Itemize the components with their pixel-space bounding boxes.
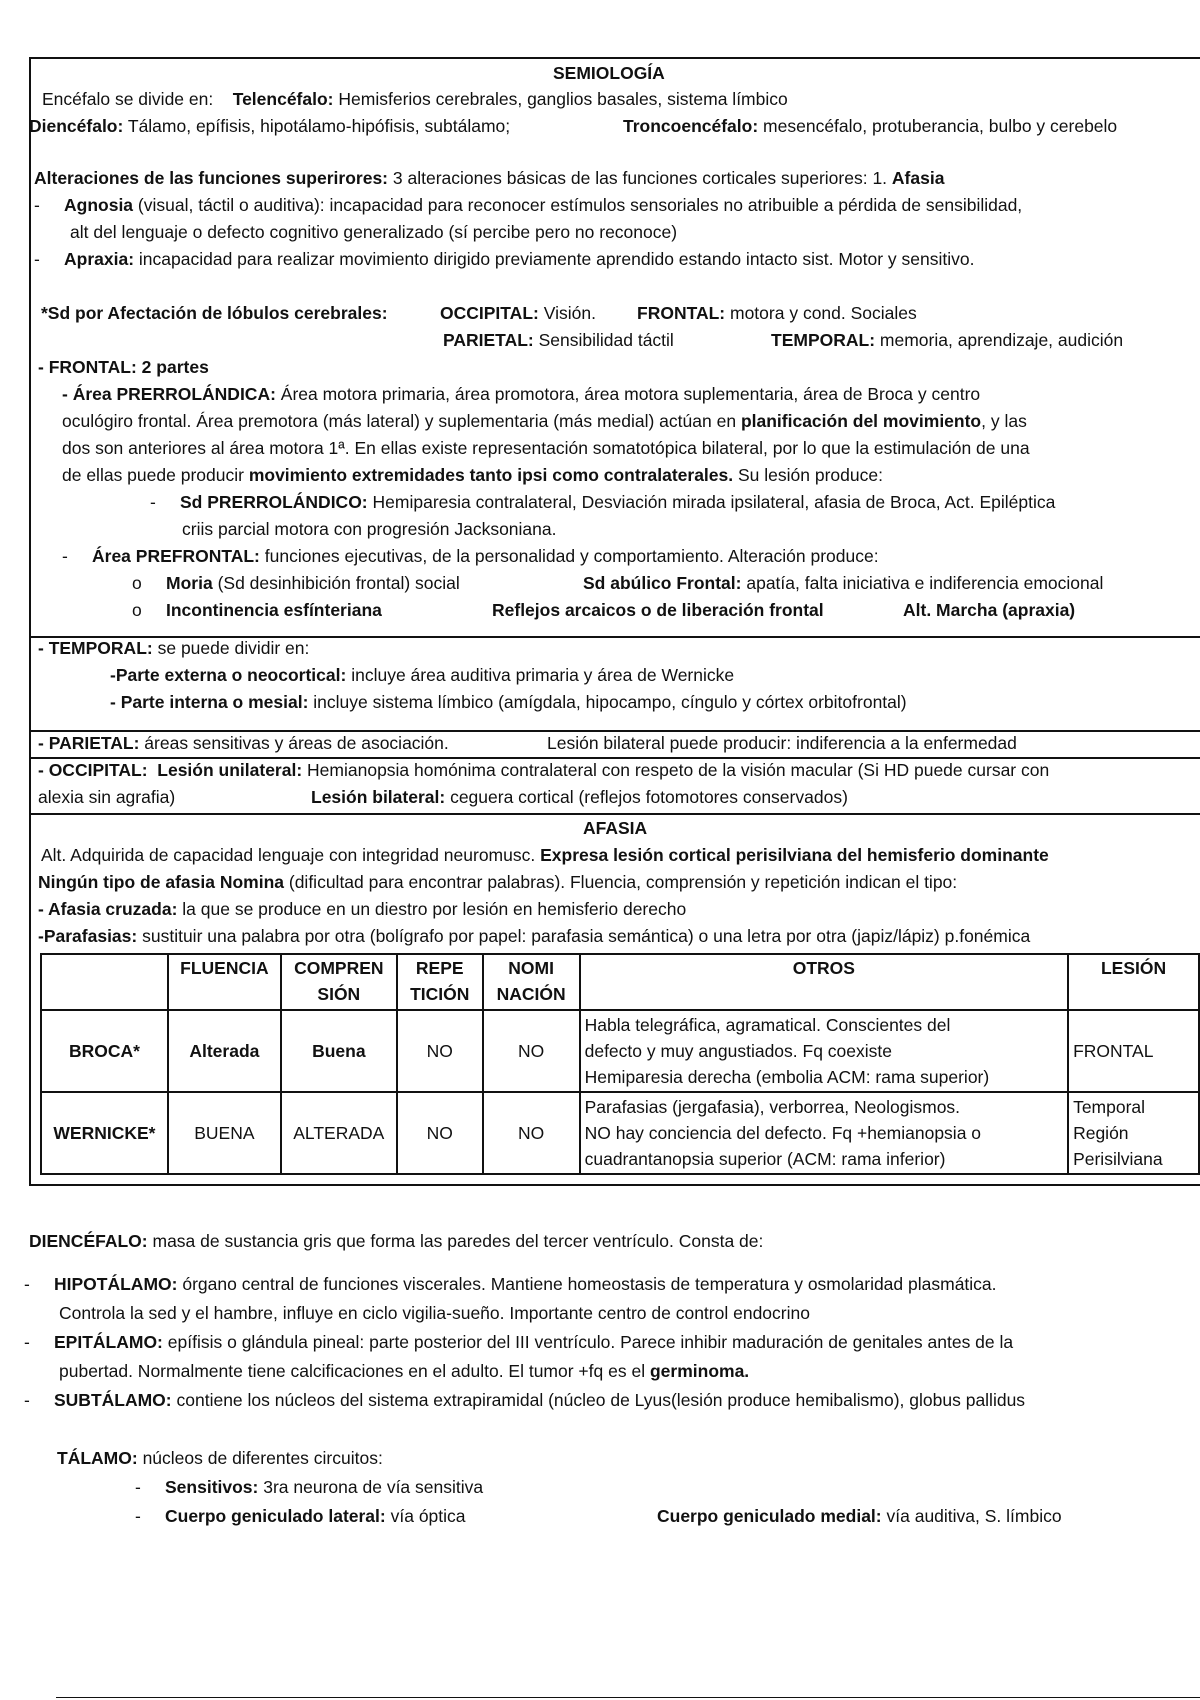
- intro-line-2b: [623, 113, 1117, 140]
- prerro-text-2c: , y las: [981, 411, 1027, 431]
- row-broca-repeticion: NO: [397, 1010, 483, 1092]
- talamo-line: [57, 1445, 383, 1472]
- afasia-text-1b: Expresa lesión cortical perisilviana del hemisferio dominante: [540, 845, 1049, 865]
- geniculado-lateral-dash: -: [135, 1506, 141, 1526]
- subtalamo-text: contiene los núcleos del sistema extrapiramidal (núcleo de Lyus(lesión produce hemibalismo), globus pallidus: [176, 1390, 1026, 1410]
- lobulos-temporal: [771, 327, 1123, 354]
- afasia-item: Afasia: [891, 168, 945, 188]
- afasia-cruzada-line: [38, 896, 686, 923]
- reflejos-line: [492, 597, 824, 624]
- prerro-label: - Área PRERROLÁNDICA:: [62, 384, 276, 404]
- moria-bullet: o: [132, 573, 142, 593]
- epitalamo-dash: -: [24, 1332, 30, 1352]
- sd-prerro-text-2: criis parcial motora con progresión Jacksoniana.: [182, 519, 557, 539]
- occipital-uni-text: Hemianopsia homónima contralateral con respeto de la visión macular (Si HD puede cursar con: [307, 760, 1050, 780]
- row-broca-otros: Habla telegráfica, agramatical. Conscientes del defecto y muy angustiados. Fq coexiste Hemiparesia derecha (embolia ACM: rama superior): [580, 1010, 1068, 1092]
- talamo-label: TÁLAMO:: [57, 1448, 138, 1468]
- afasia-cruzada-text: la que se produce en un diestro por lesión en hemisferio derecho: [182, 899, 687, 919]
- geniculado-lateral-text: vía óptica: [390, 1506, 466, 1526]
- parietal-line-2: [547, 730, 1017, 757]
- temporal-line: [38, 635, 309, 662]
- diencefalo-text-2: masa de sustancia gris que forma las paredes del tercer ventrículo. Consta de:: [152, 1231, 764, 1251]
- lobulos-label: *Sd por Afectación de lóbulos cerebrales:: [41, 303, 388, 323]
- talamo-text: núcleos de diferentes circuitos:: [142, 1448, 383, 1468]
- row-broca-comprension: Buena: [281, 1010, 397, 1092]
- temporal-label: - TEMPORAL:: [38, 638, 153, 658]
- hipotalamo-label: HIPOTÁLAMO:: [54, 1274, 178, 1294]
- parietal-label: - PARIETAL:: [38, 733, 140, 753]
- geniculado-lateral-label: Cuerpo geniculado lateral:: [165, 1506, 386, 1526]
- sd-prerro-label: Sd PRERROLÁNDICO:: [180, 492, 368, 512]
- parietal-text: áreas sensitivas y áreas de asociación.: [144, 733, 449, 753]
- geniculado-medial-label: Cuerpo geniculado medial:: [657, 1506, 882, 1526]
- prerro-text-3: dos son anteriores al área motora 1ª. En ellas existe representación somatotópica bilateral, por lo que la estimulación de una: [62, 438, 1030, 458]
- lobulos-temporal-text: memoria, aprendizaje, audición: [879, 330, 1124, 350]
- sd-prerro-text-1: Hemiparesia contralateral, Desviación mirada ipsilateral, afasia de Broca, Act. Epiléptica: [372, 492, 1056, 512]
- afasia-text-2a: Ningún tipo de afasia Nomina: [38, 872, 284, 892]
- prerro-text-4b: movimiento extremidades tanto ipsi como contralaterales.: [248, 465, 734, 485]
- epitalamo-text-2b: germinoma.: [649, 1361, 750, 1381]
- lobulos-parietal-text: Sensibilidad táctil: [538, 330, 674, 350]
- apraxia-label: Apraxia:: [64, 249, 135, 269]
- prerro-line-4: [62, 462, 883, 489]
- table-row: [41, 1092, 1199, 1174]
- occipital-bilateral-line: [311, 784, 848, 811]
- afasia-title: AFASIA: [583, 818, 648, 838]
- hipotalamo-dash: -: [24, 1274, 30, 1294]
- diencefalo-text: Tálamo, epífisis, hipotálamo-hipófisis, subtálamo;: [127, 116, 511, 136]
- moria-text: (Sd desinhibición frontal) social: [217, 573, 460, 593]
- header-repeticion: REPE TICIÓN: [397, 954, 483, 1010]
- occipital-uni-text-2: alexia sin agrafia): [38, 787, 176, 807]
- agnosia-text-2: alt del lenguaje o defecto cognitivo generalizado (sí percibe pero no reconoce): [70, 222, 678, 242]
- sensitivos-text: 3ra neurona de vía sensitiva: [263, 1477, 484, 1497]
- agnosia-dash: -: [34, 195, 40, 215]
- diencefalo-label: Diencéfalo:: [29, 116, 124, 136]
- epitalamo-text-1: epífisis o glándula pineal: parte posterior del III ventrículo. Parece inhibir maduración de genitales antes de la: [167, 1332, 1014, 1352]
- prerro-text-2a: oculógiro frontal. Área premotora (más lateral) y suplementaria (más medial) actúan en: [62, 411, 737, 431]
- epitalamo-line-2: [59, 1358, 749, 1385]
- incontinencia-bullet: o: [132, 600, 142, 620]
- occipital-uni-label: Lesión unilateral:: [157, 760, 303, 780]
- subtalamo-dash: -: [24, 1390, 30, 1410]
- diencefalo-label-2: DIENCÉFALO:: [29, 1231, 148, 1251]
- prefrontal-text: funciones ejecutivas, de la personalidad y comportamiento. Alteración produce:: [264, 546, 879, 566]
- row-wernicke-otros: Parafasias (jergafasia), verborrea, Neologismos. NO hay conciencia del defecto. Fq +hemianopsia o cuadrantanopsia superior (ACM: rama inferior): [580, 1092, 1068, 1174]
- parietal-line: [38, 730, 449, 757]
- temporal-interna-text: incluye sistema límbico (amígdala, hipocampo, cíngulo y córtex orbitofrontal): [313, 692, 907, 712]
- abulico-label: Sd abúlico Frontal:: [583, 573, 742, 593]
- temporal-interna-label: - Parte interna o mesial:: [110, 692, 309, 712]
- moria-line: [132, 570, 460, 597]
- reflejos-text: Reflejos arcaicos o de liberación frontal: [492, 600, 824, 620]
- incontinencia-text: Incontinencia esfínteriana: [166, 600, 382, 620]
- hipotalamo-text-1: órgano central de funciones viscerales. Mantiene homeostasis de temperatura y osmolaridad plasmática.: [182, 1274, 997, 1294]
- row-wernicke-nominacion: NO: [483, 1092, 580, 1174]
- afasia-line-1: [41, 842, 1049, 869]
- funciones-label: Alteraciones de las funciones superirores:: [34, 168, 389, 188]
- table-header-row: [41, 954, 1199, 1010]
- apraxia-line: [34, 246, 974, 273]
- row-wernicke-repeticion: NO: [397, 1092, 483, 1174]
- prerro-text-2b: planificación del movimiento: [740, 411, 982, 431]
- row-broca-nominacion: NO: [483, 1010, 580, 1092]
- parafasias-line: [38, 923, 1030, 950]
- temporal-externa-line: [110, 662, 734, 689]
- prerro-line-2: [62, 408, 1027, 435]
- geniculado-lateral-line: [135, 1503, 466, 1530]
- abulico-text: apatía, falta iniciativa e indiferencia emocional: [746, 573, 1104, 593]
- afasia-table: [40, 953, 1200, 1175]
- row-broca-name: BROCA*: [41, 1010, 168, 1092]
- lobulos-occipital: [440, 300, 596, 327]
- parietal-text-2: Lesión bilateral puede producir: indiferencia a la enfermedad: [547, 733, 1017, 753]
- parafasias-label: -Parafasias:: [38, 926, 138, 946]
- epitalamo-line-1: [24, 1329, 1013, 1356]
- afasia-text-1a: Alt. Adquirida de capacidad lenguaje con integridad neuromusc.: [41, 845, 536, 865]
- temporal-externa-text: incluye área auditiva primaria y área de Wernicke: [351, 665, 735, 685]
- header-lesion: LESIÓN: [1068, 954, 1199, 1010]
- afasia-text-2b: (dificultad para encontrar palabras). Fluencia, comprensión y repetición indican el tipo:: [288, 872, 958, 892]
- agnosia-line-2: [70, 219, 677, 246]
- lobulos-frontal: [637, 300, 917, 327]
- sd-prerro-dash: -: [150, 492, 156, 512]
- prefrontal-label: Área PREFRONTAL:: [92, 546, 260, 566]
- row-wernicke-comprension: ALTERADA: [281, 1092, 397, 1174]
- row-wernicke-lesion: Temporal Región Perisilviana: [1068, 1092, 1199, 1174]
- sensitivos-dash: -: [135, 1477, 141, 1497]
- geniculado-medial-text: vía auditiva, S. límbico: [886, 1506, 1062, 1526]
- afasia-line-2: [38, 869, 957, 896]
- occipital-bi-text: ceguera cortical (reflejos fotomotores conservados): [450, 787, 848, 807]
- epitalamo-label: EPITÁLAMO:: [54, 1332, 163, 1352]
- lobulos-line-1: [41, 300, 388, 327]
- occipital-label: - OCCIPITAL:: [38, 760, 148, 780]
- troncoencefalo-label: Troncoencéfalo:: [623, 116, 759, 136]
- temporal-text: se puede dividir en:: [157, 638, 310, 658]
- prerro-text-4a: de ellas puede producir: [62, 465, 244, 485]
- occipital-bi-label: Lesión bilateral:: [311, 787, 446, 807]
- incontinencia-line: [132, 597, 382, 624]
- subtalamo-line: [24, 1387, 1025, 1414]
- epitalamo-text-2a: pubertad. Normalmente tiene calcificaciones en el adulto. El tumor +fq es el: [59, 1361, 646, 1381]
- diencefalo-line: [29, 1228, 763, 1255]
- sensitivos-label: Sensitivos:: [165, 1477, 259, 1497]
- header-empty: [41, 954, 168, 1010]
- marcha-line: [903, 597, 1075, 624]
- moria-label: Moria: [166, 573, 213, 593]
- temporal-externa-label: -Parte externa o neocortical:: [110, 665, 347, 685]
- row-wernicke-name: WERNICKE*: [41, 1092, 168, 1174]
- table-row: [41, 1010, 1199, 1092]
- header-nominacion: NOMI NACIÓN: [483, 954, 580, 1010]
- prefrontal-dash: -: [62, 546, 68, 566]
- afasia-cruzada-label: - Afasia cruzada:: [38, 899, 178, 919]
- hipotalamo-line-2: [59, 1300, 810, 1327]
- lobulos-frontal-label: FRONTAL:: [637, 303, 726, 323]
- prefrontal-line: [62, 543, 879, 570]
- apraxia-text: incapacidad para realizar movimiento dirigido previamente aprendido estando intacto sist. Motor y sensitivo.: [138, 249, 975, 269]
- frontal-heading: - FRONTAL: 2 partes: [38, 357, 209, 377]
- intro-line-1: [42, 86, 788, 113]
- sd-prerro-line-2: [182, 516, 556, 543]
- hipotalamo-text-2: Controla la sed y el hambre, influye en ciclo vigilia-sueño. Importante centro de control endocrino: [59, 1303, 810, 1323]
- lobulos-temporal-label: TEMPORAL:: [771, 330, 876, 350]
- lobulos-parietal: [443, 327, 674, 354]
- marcha-text: Alt. Marcha (apraxia): [903, 600, 1076, 620]
- temporal-interna-line: [110, 689, 907, 716]
- prerro-line-3: [62, 435, 1030, 462]
- lobulos-frontal-text: motora y cond. Sociales: [730, 303, 917, 323]
- prerro-text-1: Área motora primaria, área promotora, área motora suplementaria, área de Broca y centro: [280, 384, 981, 404]
- row-wernicke-fluencia: BUENA: [168, 1092, 281, 1174]
- funciones-text: 3 alteraciones básicas de las funciones corticales superiores: 1.: [392, 168, 888, 188]
- row-broca-fluencia: Alterada: [168, 1010, 281, 1092]
- hipotalamo-line-1: [24, 1271, 997, 1298]
- occipital-line: [38, 757, 1049, 784]
- prerro-line-1: [62, 381, 980, 408]
- lobulos-occipital-label: OCCIPITAL:: [440, 303, 539, 323]
- abulico-line: [583, 570, 1103, 597]
- occipital-line-2: [38, 784, 175, 811]
- sd-prerro-line-1: [150, 489, 1055, 516]
- agnosia-text: (visual, táctil o auditiva): incapacidad para reconocer estímulos sensoriales no atribuible a pérdida de sensibilidad,: [137, 195, 1023, 215]
- intro-line-2: [29, 113, 510, 140]
- header-otros: OTROS: [580, 954, 1068, 1010]
- sensitivos-line: [135, 1474, 483, 1501]
- parafasias-text: sustituir una palabra por otra (bolígrafo por papel: parafasia semántica) o una letra por otra (japiz/lápiz) p.fonémica: [142, 926, 1031, 946]
- footer-divider: [56, 1697, 1200, 1698]
- subtalamo-label: SUBTÁLAMO:: [54, 1390, 172, 1410]
- telencefalo-text: Hemisferios cerebrales, ganglios basales, sistema límbico: [338, 89, 788, 109]
- lobulos-parietal-label: PARIETAL:: [443, 330, 534, 350]
- funciones-line: [34, 165, 944, 192]
- intro-lead: Encéfalo se divide en:: [42, 89, 214, 109]
- troncoencefalo-text: mesencéfalo, protuberancia, bulbo y cerebelo: [763, 116, 1118, 136]
- header-comprension: COMPREN SIÓN: [281, 954, 397, 1010]
- telencefalo-label: Telencéfalo:: [232, 89, 334, 109]
- lobulos-occipital-text: Visión.: [543, 303, 596, 323]
- page-title: SEMIOLOGÍA: [553, 63, 665, 83]
- geniculado-medial-line: [657, 1503, 1062, 1530]
- row-broca-lesion: FRONTAL: [1068, 1010, 1199, 1092]
- prerro-text-4c: Su lesión produce:: [738, 465, 883, 485]
- agnosia-label: Agnosia: [64, 195, 134, 215]
- header-fluencia: FLUENCIA: [168, 954, 281, 1010]
- agnosia-line: [34, 192, 1022, 219]
- apraxia-dash: -: [34, 249, 40, 269]
